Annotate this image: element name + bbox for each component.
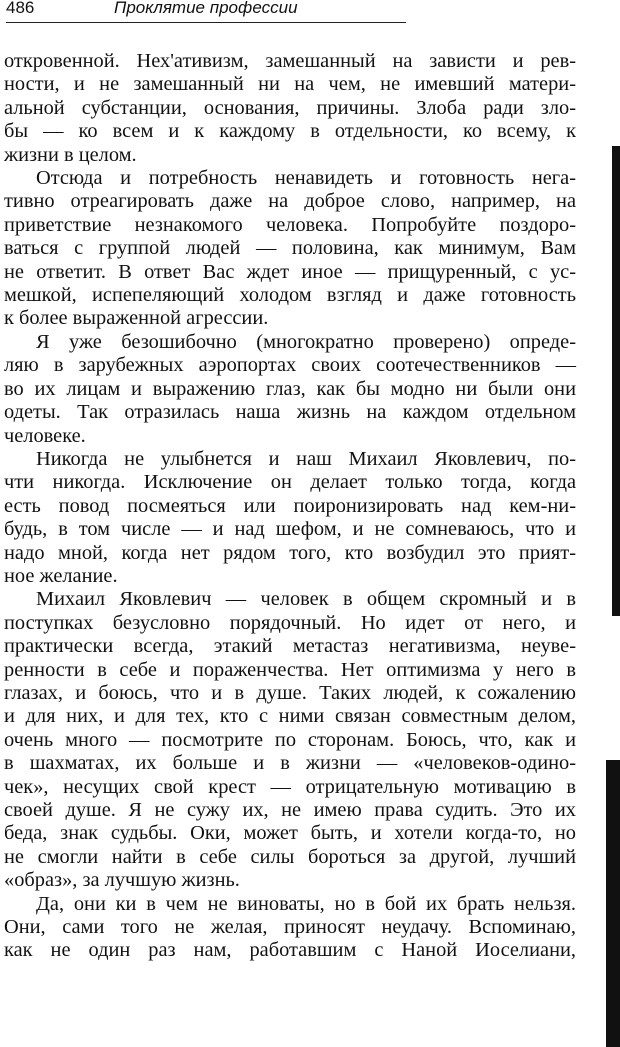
text-line: откровенной. Нех'ативизм, замешанный на зависти и рев-: [4, 50, 576, 72]
text-line: одеты. Так отразилась наша жизнь на каждом отдельном: [4, 401, 576, 424]
text-line: человеке.: [4, 424, 86, 447]
body-text: [4, 50, 576, 963]
text-line: бы — ко всем и к каждому в отдельности, ко всему, к: [4, 120, 576, 143]
text-line: Михаил Яковлевич — человек в общем скромный и в: [36, 588, 576, 611]
text-line: Отсюда и потребность ненавидеть и готовность нега-: [36, 167, 576, 190]
text-line: приветствие незнакомого человека. Попробуйте поздоро-: [4, 213, 576, 236]
text-line: Я уже безошибочно (многократно проверено) опреде-: [36, 330, 576, 353]
text-line: Они, сами того не желая, приносят неудачу. Вспоминаю,: [4, 916, 576, 939]
page-edge-bar-lower: [606, 760, 620, 1047]
text-line: ляю в зарубежных аэропортах своих соотечественников —: [4, 354, 576, 377]
text-line: надо мной, когда нет рядом того, кто возбудил это прият-: [4, 541, 576, 564]
text-line: очень много — посмотрите по сторонам. Боюсь, что, как и: [4, 728, 576, 751]
text-line: поступках безусловно порядочный. Но идет от него, и: [4, 611, 576, 634]
text-line: глазах, и боюсь, что и в душе. Таких людей, к сожалению: [4, 681, 576, 704]
text-line: мешкой, испепеляющий холодом взгляд и даже готовность: [4, 284, 576, 307]
text-line: ности, и не замешанный ни на чем, не имевший матери-: [4, 73, 576, 96]
text-line: практически всегда, этакий метастаз негативизма, неуве-: [4, 635, 576, 658]
text-line: беда, знак судьбы. Оки, может быть, и хотели когда-то, но: [4, 822, 576, 845]
page-edge-bar-upper: [612, 146, 620, 616]
text-line: не ответит. В ответ Вас ждет иное — прищуренный, с ус-: [4, 260, 576, 283]
text-line: во их лицам и выражению глаз, как бы модно ни были они: [4, 377, 576, 400]
header-rule: [6, 22, 406, 23]
running-title: Проклятие профессии: [114, 0, 298, 17]
text-line: и для них, и для тех, кто с ними связан совместным делом,: [4, 705, 576, 728]
text-line: будь, в том числе — и над шефом, и не сомневаюсь, что и: [4, 518, 576, 541]
text-line: Да, они ки в чем не виноваты, но в бой их брать нельзя.: [36, 892, 576, 915]
text-line: своей душе. Я не сужу их, не имею права судить. Это их: [4, 799, 576, 821]
text-line: в шахматах, их больше и в жизни — «человеков-одино-: [4, 752, 576, 775]
page-header: [6, 0, 406, 24]
text-line: к более выраженной агрессии.: [4, 307, 269, 330]
text-line: как не один раз нам, работавшим с Наной Иоселиани,: [4, 939, 576, 962]
text-line: Никогда не улыбнется и наш Михаил Яковлевич, по-: [36, 447, 576, 470]
text-line: «образ», за лучшую жизнь.: [4, 869, 240, 892]
text-line: альной субстанции, основания, причины. Злоба ради зло-: [4, 96, 576, 119]
text-line: ное желание.: [4, 564, 118, 587]
text-line: ренности в себе и пораженчества. Нет оптимизма у него в: [4, 658, 576, 681]
text-line: ваться с группой людей — половина, как минимум, Вам: [4, 237, 576, 260]
text-line: тивно отреагировать даже на доброе слово, например, на: [4, 190, 576, 213]
text-line: чек», несущих свой крест — отрицательную мотивацию в: [4, 775, 576, 798]
text-line: жизни в целом.: [4, 143, 137, 166]
text-line: есть повод посмеяться или поиронизировать над кем-ни-: [4, 494, 576, 517]
page-number: 486: [6, 0, 35, 17]
text-line: не смогли найти в себе силы бороться за другой, лучший: [4, 845, 576, 868]
text-line: чти никогда. Исключение он делает только тогда, когда: [4, 471, 576, 494]
